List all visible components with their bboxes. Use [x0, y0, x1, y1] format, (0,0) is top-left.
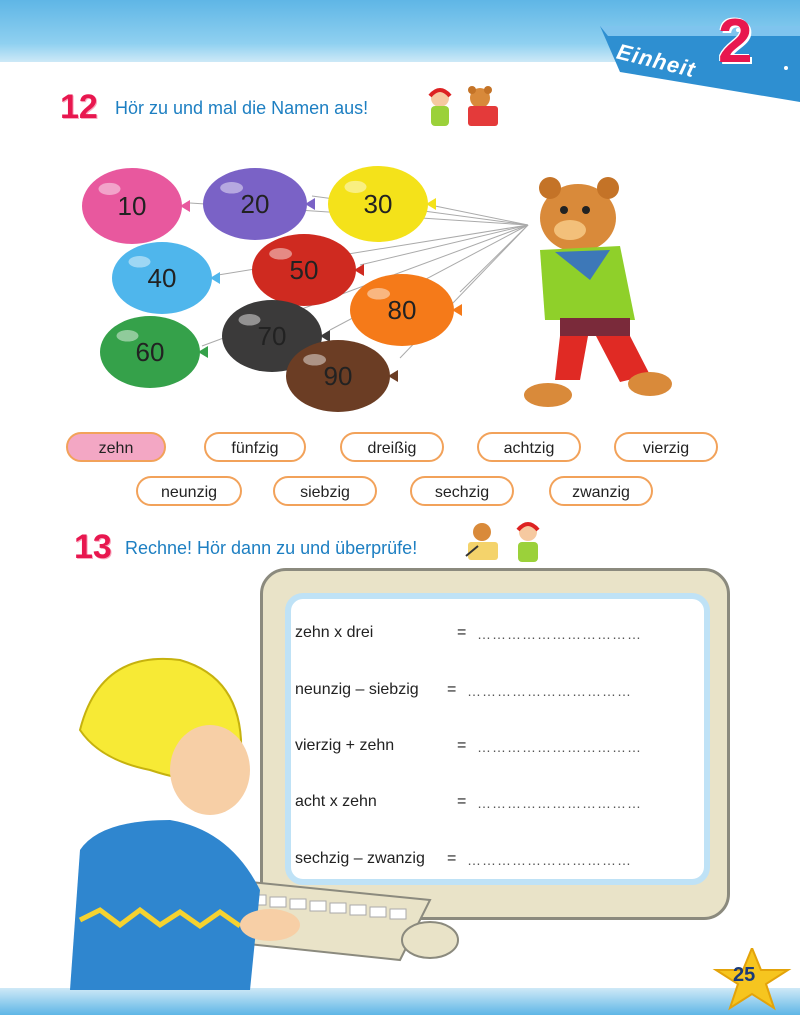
write-icon [466, 523, 498, 560]
exercise-13-instruction: Rechne! Hör dann zu und überprüfe! [125, 538, 418, 558]
answer-blank[interactable]: …………………………… [477, 739, 642, 755]
equation-expression: vierzig + zehn [295, 737, 395, 754]
color-icon [468, 86, 498, 126]
equation-expression: zehn x drei [295, 624, 374, 641]
equation-expression: neunzig – siebzig [295, 681, 419, 698]
balloon [82, 168, 190, 244]
write-and-listen-icons [462, 520, 554, 564]
balloon [252, 234, 364, 306]
answer-blank[interactable]: …………………………… [477, 626, 642, 642]
equals-sign: = [447, 850, 457, 867]
word-pill[interactable]: fünfzig [204, 432, 306, 462]
balloon [350, 274, 462, 346]
balloons-illustration [80, 160, 680, 420]
balloon-label: 90 [323, 361, 353, 391]
listen-and-color-icons [422, 84, 512, 130]
word-pill[interactable]: neunzig [136, 476, 242, 506]
word-pill[interactable]: siebzig [273, 476, 377, 506]
unit-label: Einheit [614, 38, 699, 83]
answer-blank[interactable]: …………………………… [477, 795, 642, 811]
word-pill[interactable]: vierzig [614, 432, 718, 462]
equation-expression: sechzig – zwanzig [295, 850, 425, 867]
equals-sign: = [457, 624, 467, 641]
balloon-label: 70 [257, 321, 287, 351]
balloon-label: 10 [117, 191, 147, 221]
exercise-12-number: 12 [60, 88, 98, 126]
balloon [203, 168, 315, 240]
balloon-label: 40 [147, 263, 177, 293]
bear-character [524, 177, 672, 407]
word-pill[interactable]: achtzig [477, 432, 581, 462]
equals-sign: = [447, 681, 457, 698]
exercise-12-instruction: Hör zu und mal die Namen aus! [115, 98, 369, 118]
balloon [112, 242, 220, 314]
boy-at-computer-illustration [60, 650, 460, 1000]
computer-mouse [402, 922, 458, 958]
answer-blank[interactable]: …………………………… [467, 683, 632, 699]
balloon [328, 166, 436, 242]
balloon-label: 60 [135, 337, 165, 367]
exercise-13-number: 13 [74, 528, 112, 566]
unit-number: 2 [718, 7, 753, 76]
equation-expression: acht x zehn [295, 793, 377, 810]
balloon-label: 30 [363, 189, 393, 219]
listen-icon [430, 89, 450, 126]
word-pill[interactable]: zehn [66, 432, 166, 462]
word-pill[interactable]: dreißig [340, 432, 444, 462]
boy-character [70, 659, 300, 990]
balloon-label: 80 [387, 295, 417, 325]
word-pill[interactable]: sechzig [410, 476, 514, 506]
listen-icon [518, 523, 538, 562]
balloon-label: 20 [240, 189, 270, 219]
balloon-label: 50 [289, 255, 319, 285]
page-number: 25 [733, 964, 756, 986]
equals-sign: = [457, 737, 467, 754]
equals-sign: = [457, 793, 467, 810]
balloon [286, 340, 398, 412]
answer-blank[interactable]: …………………………… [467, 852, 632, 868]
balloon [100, 316, 208, 388]
word-pill[interactable]: zwanzig [549, 476, 653, 506]
